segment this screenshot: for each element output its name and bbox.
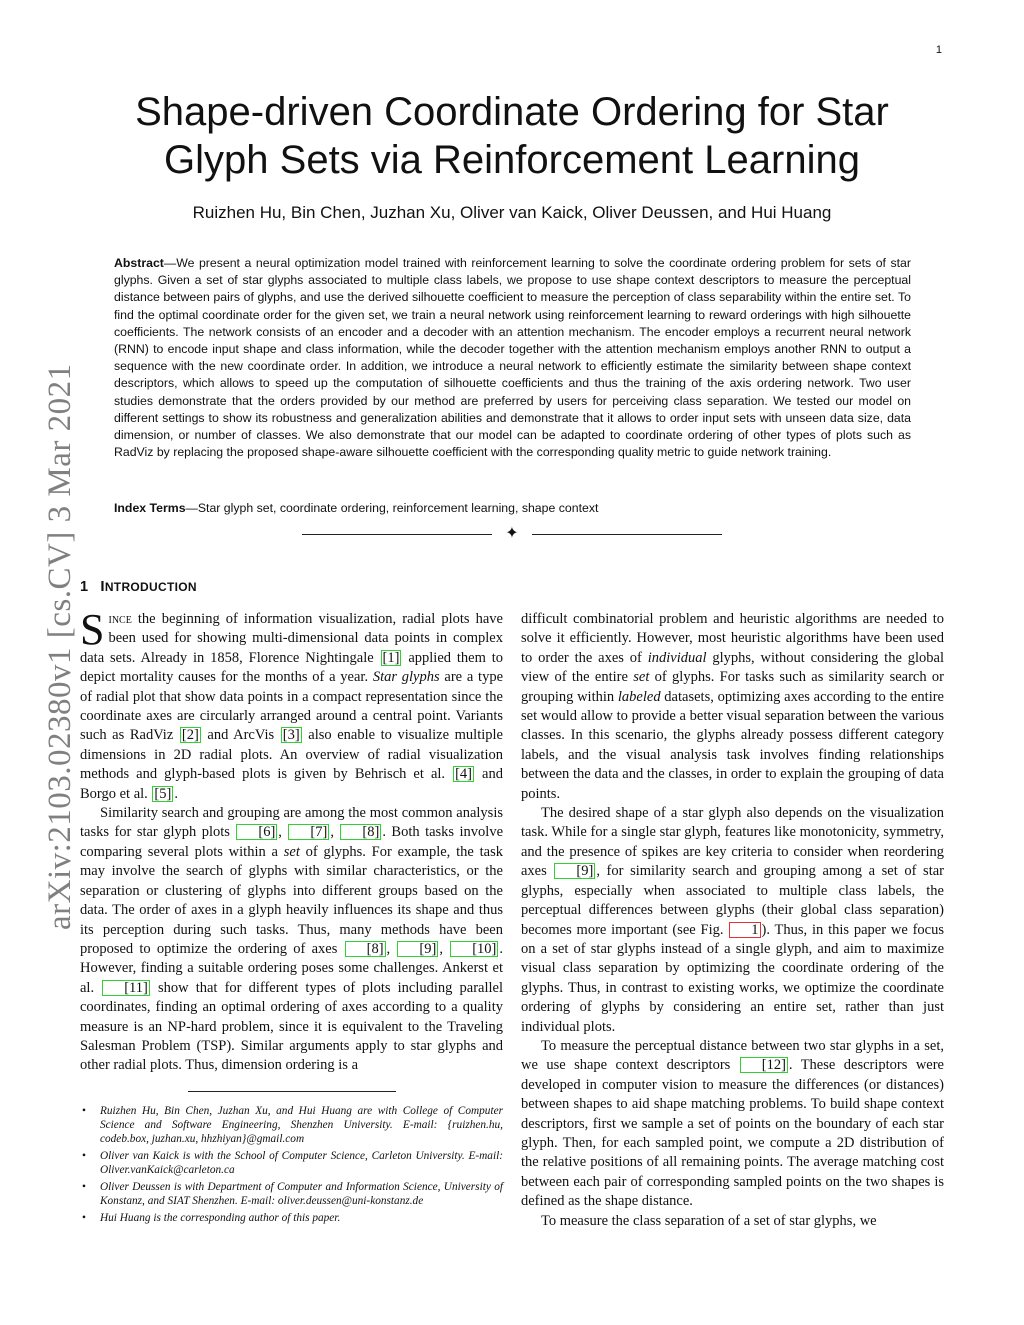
abstract-text: —We present a neural optimization model trained with reinforcement learning to solve the coordinate ordering problem for sets of star glyphs. Given a set of star glyphs associated to multiple class labels, we propose to use shape context descriptors to measure the perceptual distance between pairs of glyphs, and use the derived silhouette coefficient to measure the perception of class separability within the entire set. To find the optimal coordinate order for the given set, we train a neural network using reinforcement learning to reward orderings with high silhouette coefficients. The network consists of an encoder and a decoder with an attention mechanism. The encoder employs a recurrent neural network (RNN) to encode input shape and class information, while the decoder together with the attention mechanism employs another RNN to output a sequence with the new coordinate order. In addition, we introduce a neural network to efficiently estimate the similarity between shape context descriptors, which allows to speed up the computation of silhouette coefficients and thus the training of the axis ordering network. Two user studies demonstrate that the orders provided by our method are preferred by users for perceiving class separation. We tested our model on different settings to show its robustness and generalization abilities and demonstrate that it allows to order input sets with unseen data size, data dimension, or number of classes. We also demonstrate that our model can be adapted to coordinate ordering of other types of plots such as RadViz by replacing the proposed shape-aware silhouette coefficient with the corresponding quality metric to guide network training. (114, 256, 911, 460)
citation-link[interactable]: [9] (397, 941, 438, 957)
arxiv-identifier-stamp: arXiv:2103.02380v1 [cs.CV] 3 Mar 2021 (42, 363, 78, 930)
page-number: 1 (935, 44, 942, 56)
separator-star-icon: ✦ (505, 525, 519, 542)
citation-link[interactable]: [5] (154, 785, 172, 802)
citation-link[interactable]: [9] (554, 863, 595, 879)
footnote-item: • Oliver van Kaick is with the School of Computer Science, Carleton University. E-mail: Oliver.vanKaick@carleton.ca (80, 1149, 503, 1177)
section-separator (302, 524, 722, 544)
citation-link[interactable]: [1] (382, 649, 400, 666)
body-paragraph: To measure the class separation of a set of star glyphs, we (541, 1212, 877, 1229)
separator-line-right (532, 534, 722, 535)
body-paragraph: Similarity search and grouping are among the most common analysis tasks for star glyph plots [6] , [7] , [8] . Both tasks involve comparing several plots within a set of glyphs. For example, the task may involve the search of glyphs with similar characteristics, or the separation or clustering of glyphs into different groups based on the data. The order of axes in a glyph heavily influences its shape and thus its perception during such tasks. Thus, many methods have been proposed to optimize the ordering of axes [8] , [9] , [10] . However, finding a suitable ordering poses some challenges. Ankerst et al. [11] show that for different types of plots including parallel coordinates, finding an optimal ordering of axes according to a quality measure is an NP-hard problem, since it is equivalent to the Traveling Salesman Problem (TSP). Similar arguments apply to star glyphs and other radial plots. Thus, dimension ordering is a (80, 805, 504, 1074)
abstract-label: Abstract (114, 256, 164, 270)
citation-link[interactable]: [3] (282, 727, 300, 744)
citation-link[interactable]: [11] (102, 980, 150, 996)
figure-link[interactable]: 1 (729, 922, 760, 938)
author-list: Ruizhen Hu, Bin Chen, Juzhan Xu, Oliver van Kaick, Oliver Deussen, and Hui Huang (192, 203, 832, 222)
section-heading-introduction (80, 578, 197, 595)
index-terms-text: —Star glyph set, coordinate ordering, reinforcement learning, shape context (185, 501, 599, 515)
footnotes (80, 1104, 503, 1228)
footnote-item: • Oliver Deussen is with Department of Computer and Information Science, University of Konstanz, and SIAT Shenzhen. E-mail: oliver.deussen@uni-konstanz.de (80, 1180, 503, 1208)
footnote-rule (188, 1091, 396, 1092)
citation-link[interactable]: [2] (181, 727, 199, 744)
body-paragraph: difficult combinatorial problem and heuristic algorithms are needed to solve it efficiently. However, most heuristic algorithms have been used to order the axes of individual glyphs, without considering the global view of the entire set of glyphs. For tasks such as similarity search or grouping within labeled datasets, optimizing axes according to the entire set would allow to provide a better visual separation between the various classes. In this scenario, the glyphs already possess different category labels, and the visual analysis task involves finding relationships between the data and the classes, in order to explain the grouping of data points. (521, 611, 944, 802)
body-paragraph: To measure the perceptual distance between two star glyphs in a set, we use shape context descriptors [12] . These descriptors were developed in computer vision to measure the differences (or distances) between shapes to aid shape matching problems. To build shape context descriptors, first we sample a set of points on the boundary of each star glyph. Then, for each sampled point, we compute a 2D distribution of the relative positions of all remaining points. The average matching cost between each pair of corresponding sampled points on the two shapes is defined as the shape distance. (521, 1037, 944, 1210)
index-terms-label: Index Terms (114, 501, 186, 515)
footnote-item: • Hui Huang is the corresponding author of this paper. (80, 1211, 503, 1225)
citation-link[interactable]: [10] (450, 941, 498, 957)
index-terms (114, 500, 911, 517)
section-title-rest: NTRODUCTION (104, 580, 197, 594)
left-column (80, 605, 504, 1076)
section-number: 1 (80, 579, 89, 595)
citation-link[interactable]: [6] (236, 824, 277, 840)
paper-title: Shape-driven Coordinate Ordering for Star Glyph Sets via Reinforcement Learning (135, 90, 889, 182)
body-paragraph: The desired shape of a star glyph also depends on the visualization task. While for a single star glyph, features like monotonicity, symmetry, and the presence of spikes are key criteria to consider when reordering axes [9] , for similarity search and grouping among a set of star glyphs, especially when associated to multiple class labels, the perceptual differences between glyphs (their global class separation) becomes more important (see Fig. 1 ). Thus, in this paper we focus on a set of star glyphs instead of a single glyph, and aim to maximize visual class separation by optimizing the coordinate ordering of the glyphs. Thus, in contrast to existing works, we optimize the coordinate ordering of glyphs by considering an entire set, rather than just individual plots. (521, 805, 944, 1035)
citation-link[interactable]: [4] (455, 766, 473, 783)
citation-link[interactable]: [8] (340, 824, 381, 840)
citation-link[interactable]: [8] (345, 941, 386, 957)
drop-cap: S (80, 605, 105, 654)
section-title-initial: I (100, 578, 105, 595)
abstract (114, 255, 911, 461)
citation-link[interactable]: [7] (288, 824, 329, 840)
citation-link[interactable]: [12] (740, 1057, 788, 1073)
separator-line-left (302, 534, 492, 535)
footnote-item: • Ruizhen Hu, Bin Chen, Juzhan Xu, and Hui Huang are with College of Computer Science and Software Engineering, Shenzhen University. E-mail: {ruizhen.hu, codeb.box, juzhan.xu, hhzhiyan}@gmail.com (80, 1104, 503, 1146)
body-paragraph: Since the beginning of information visualization, radial plots have been used for showing multi-dimensional data points in complex data sets. Already in 1858, Florence Nightingale [1] applied them to depict mortality causes for the months of a year. Star glyphs are a type of radial plot that show data points in a compact representation since the coordinate axes are circularly arranged around a central point. Variants such as RadViz [2] and ArcVis [3] also enable to visualize multiple dimensions in 2D radial plots. An overview of radial visualization methods and glyph-based plots is given by Behrisch et al. [4] and Borgo et al. [5] . (80, 605, 504, 802)
right-column (521, 610, 944, 1231)
